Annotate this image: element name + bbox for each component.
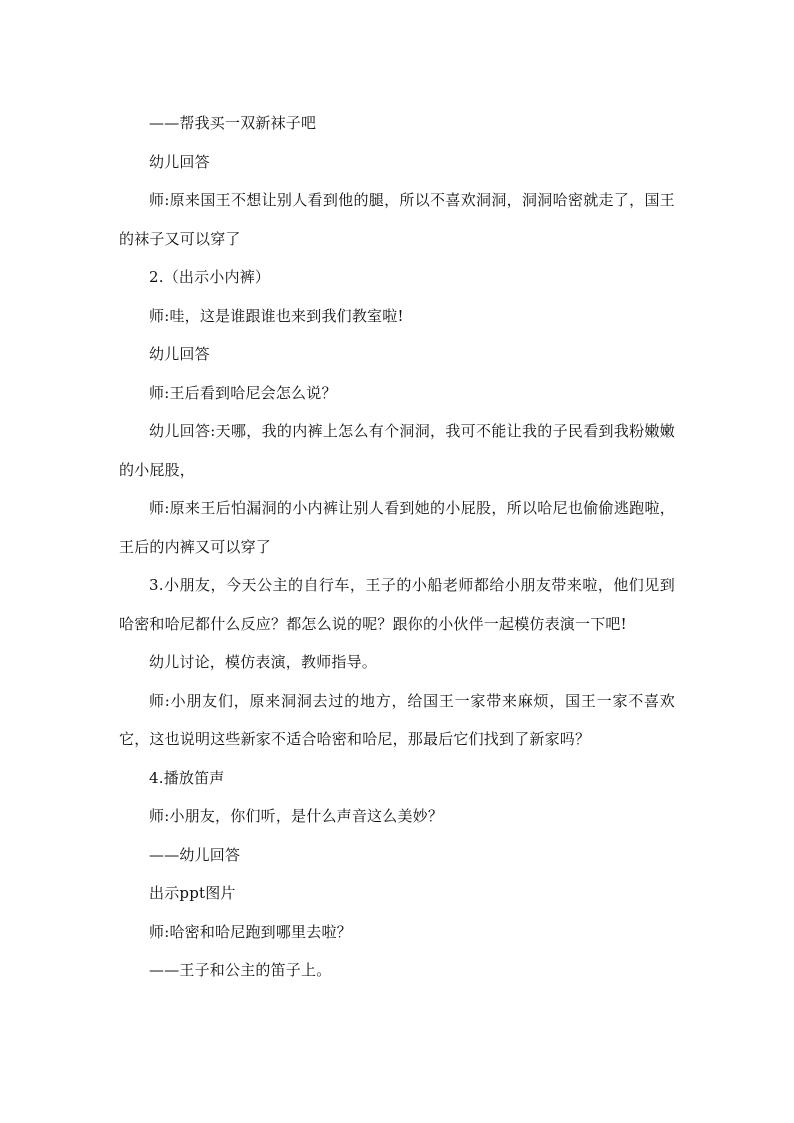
paragraph-14: 师:小朋友，你们听，是什么声音这么美妙？ [149, 807, 444, 825]
paragraph-4: 2.（出示小内裤） [149, 268, 271, 286]
paragraph-13: 4.播放笛声 [149, 768, 225, 787]
paragraph-9: 师:原来王后怕漏洞的小内裤让别人看到她的小屁股，所以哈尼也偷偷逃跑啦，王后的内裤又可以穿了 [119, 499, 675, 556]
paragraph-11: 幼儿讨论，模仿表演，教师指导。 [149, 653, 378, 671]
paragraph-7: 师:王后看到哈尼会怎么说？ [149, 383, 337, 402]
paragraph-12: 师:小朋友们，原来洞洞去过的地方，给国王一家带来麻烦，国王一家不喜欢它，这也说明这些新家不适合哈密和哈尼，那最后它们找到了新家吗？ [119, 691, 675, 748]
paragraph-5: 师:哇，这是谁跟谁也来到我们教室啦! [149, 306, 404, 325]
paragraph-2: 幼儿回答 [149, 152, 210, 171]
paragraph-10: 3.小朋友，今天公主的自行车，王子的小船老师都给小朋友带来啦，他们见到哈密和哈尼都什么反应？都怎么说的呢？跟你的小伙伴一起模仿表演一下吧! [119, 576, 675, 633]
paragraph-16: 出示ppt图片 [149, 884, 236, 902]
paragraph-17: 师:哈密和哈尼跑到哪里去啦？ [149, 922, 352, 941]
paragraph-18: ——王子和公主的笛子上。 [149, 961, 332, 979]
paragraph-8: 幼儿回答:天哪，我的内裤上怎么有个洞洞，我可不能让我的子民看到我粉嫩嫩的小屁股， [119, 422, 675, 479]
paragraph-1: ——帮我买一双新袜子吧 [149, 114, 317, 132]
document-body [119, 104, 675, 990]
paragraph-3: 师:原来国王不想让别人看到他的腿，所以不喜欢洞洞，洞洞哈密就走了，国王的袜子又可以穿了 [119, 191, 675, 248]
paragraph-6: 幼儿回答 [149, 345, 210, 363]
paragraph-15: ——幼儿回答 [149, 845, 241, 864]
